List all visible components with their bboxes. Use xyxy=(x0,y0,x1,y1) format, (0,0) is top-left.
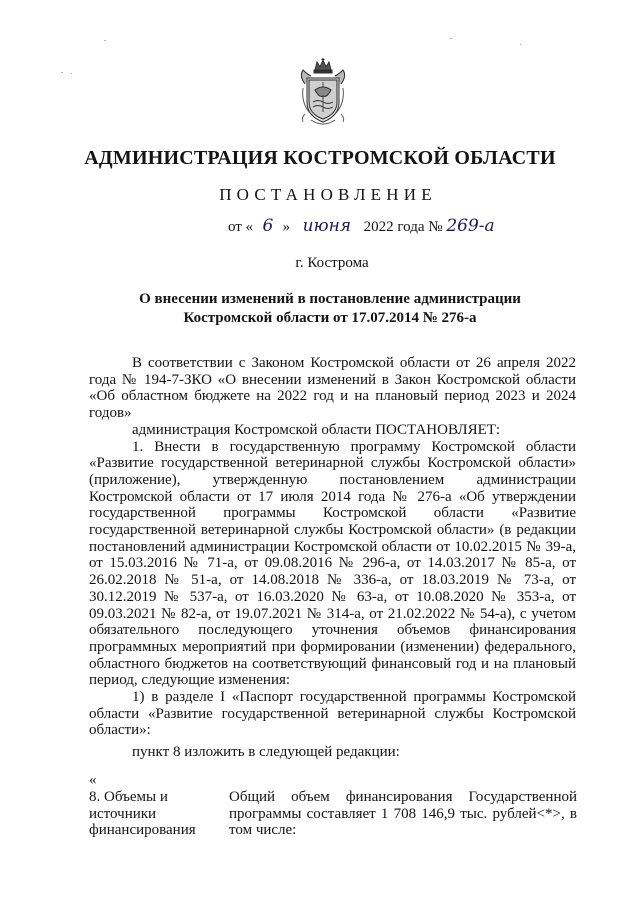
date-day: 6 xyxy=(262,216,274,236)
document-subject xyxy=(120,290,540,328)
date-mid: » xyxy=(282,219,291,235)
sub-item-1-paragraph: 1) в разделе I «Паспорт государственной программы Костромской области «Развитие государственной ветеринарной службы Костромской области»: xyxy=(89,689,576,739)
date-year: 2022 года № xyxy=(363,219,443,235)
document-number: 269-а xyxy=(446,216,495,236)
point-8-paragraph: пункт 8 изложить в следующей редакции: xyxy=(132,744,400,761)
document-body xyxy=(89,355,576,761)
city: г. Кострома xyxy=(295,255,369,271)
scan-speck xyxy=(71,73,72,74)
date-prefix: от « xyxy=(228,219,254,235)
scan-speck xyxy=(450,38,452,39)
table-row-label: 8. Объемы и источники финансирования xyxy=(89,789,196,839)
item-1-paragraph: 1. Внести в государственную программу Костромской области «Развитие государственной ветеринарной службы Костромской области» (приложение), утвержденную постановлением администрации Костромской области от 17 июля 2014 года № 276-а «Об утверждении государственной программы Костромской области «Развитие государственной ветеринарной службы Костромской области» (в редакции постановлений администрации Костромской области от 10.02.2015 № 39-а, от 15.03.2016 № 71-а, от 09.08.2016 № 296-а, от 14.03.2017 № 85-а, от 26.02.2018 № 51-а, от 14.08.2018 № 336-а, от 18.03.2019 № 73-а, от 30.12.2019 № 537-а, от 16.03.2020 № 63-а, от 10.08.2020 № 353-а, от 09.03.2021 № 82-а, от 19.07.2021 № 314-а, от 21.02.2022 № 54-а), с учетом обязательного последующего уточнения объемов финансирования программных мероприятий при формировании (изменении) федерального, областного бюджетов на соответствующий финансовый год и на плановый период, следующие изменения: xyxy=(89,438,576,689)
scan-speck xyxy=(61,72,63,73)
resolves-paragraph: администрация Костромской области ПОСТАНОВЛЯЕТ: xyxy=(132,421,501,438)
subject-line-1: О внесении изменений в постановление администрации xyxy=(139,291,521,307)
subject-line-2: Костромской области от 17.07.2014 № 276-а xyxy=(183,310,477,326)
scan-speck xyxy=(104,40,106,41)
date-line xyxy=(228,216,516,236)
scan-speck xyxy=(520,44,521,45)
table-row-text: Общий объем финансирования Государственной программы составляет 1 708 146,9 тыс. рублей<*>, в том числе: xyxy=(229,789,577,839)
coat-of-arms-icon xyxy=(297,58,349,130)
preamble-paragraph: В соответствии с Законом Костромской области от 26 апреля 2022 года № 194-7-ЗКО «О внесении изменений в Закон Костромской области «Об областном бюджете на 2022 год и на плановый период 2023 и 2024 годов» xyxy=(89,355,576,422)
organization-title: АДМИНИСТРАЦИЯ КОСТРОМСКОЙ ОБЛАСТИ xyxy=(84,147,556,169)
opening-quote: « xyxy=(89,772,97,788)
date-month: июня xyxy=(302,216,352,236)
document-type: ПОСТАНОВЛЕНИЕ xyxy=(219,185,437,204)
